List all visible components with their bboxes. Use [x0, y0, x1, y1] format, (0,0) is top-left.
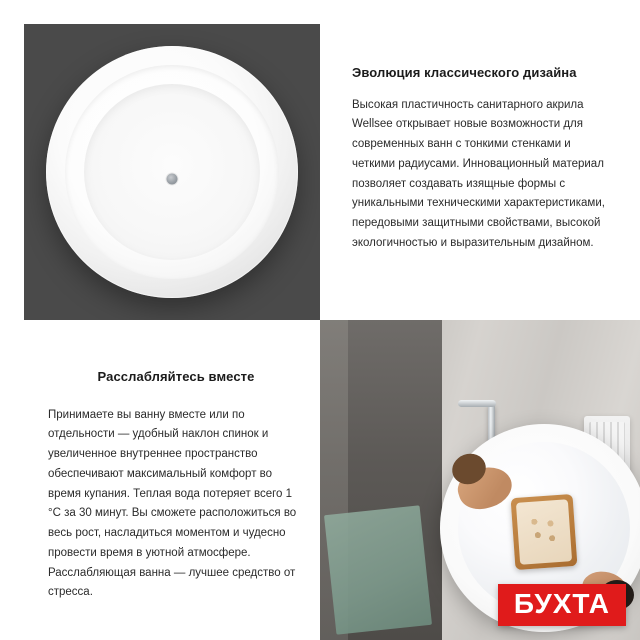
bath-tray-items — [527, 514, 561, 550]
bath-tray-surface — [516, 499, 572, 564]
design-description-block — [352, 64, 616, 254]
relax-paragraph: Принимаете вы ванну вместе или по отдельности — удобный наклон спинок и увеличенное внутреннее пространство обеспечивают максимальный комфорт во время купания. Теплая вода потеряет всего 1 °C за 30 минут. Вы сможете расположиться во весь рост, насладиться моментом и чудесно провести время в уютной атмосфере. Расслабляющая ванна — лучшее средство от стресса. — [48, 408, 297, 599]
bathtub-rim — [65, 65, 279, 279]
relax-description-block — [48, 368, 304, 603]
drain-icon — [167, 174, 178, 185]
design-paragraph: Высокая пластичность санитарного акрила Wellsee открывает новые возможности для современных ванн с тонкими стенками и четкими радиусами. Инновационный материал позволяет создавать изящные формы с уникальными техническими характеристиками, передовыми защитными свойствами, высокой экологичностью и выразительным дизайном. — [352, 98, 605, 249]
relax-heading: Расслабляйтесь вместе — [97, 369, 255, 384]
round-bathtub-icon — [46, 46, 298, 298]
bath-mat — [324, 505, 432, 634]
bathtub-basin — [84, 84, 260, 260]
watermark-logo: БУХТА — [498, 584, 626, 626]
bath-tray — [511, 494, 578, 570]
design-heading: Эволюция классического дизайна — [352, 65, 577, 80]
product-photo-panel — [24, 24, 320, 320]
